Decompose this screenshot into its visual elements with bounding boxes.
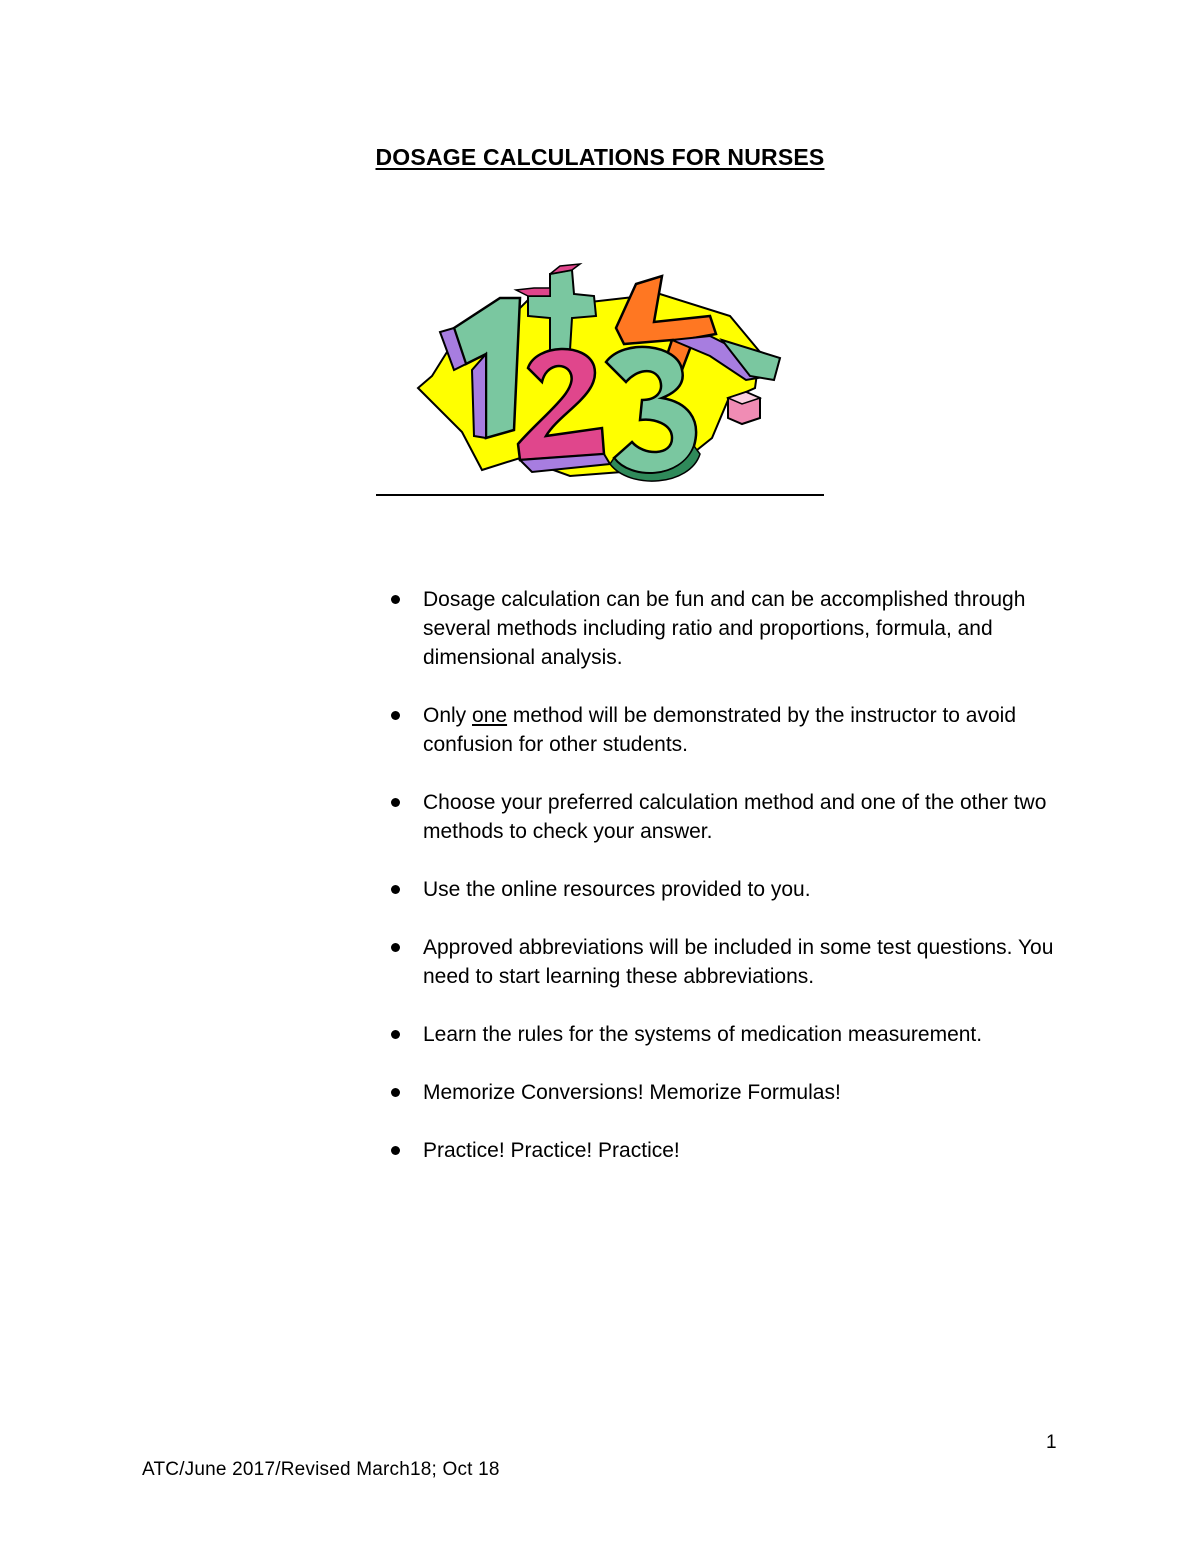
pink-cube-shape <box>728 392 760 424</box>
list-item <box>386 701 1066 759</box>
bullet-text: Practice! Practice! Practice! <box>423 1139 680 1162</box>
bullet-text-after: method will be demonstrated by the instructor to avoid confusion for other students. <box>423 704 1016 756</box>
bullet-icon <box>391 1146 400 1155</box>
bullet-text: Memorize Conversions! Memorize Formulas! <box>423 1081 841 1104</box>
list-item <box>386 585 1066 672</box>
list-item <box>386 875 1066 904</box>
numbers-clipart-icon <box>410 258 790 490</box>
bullet-icon <box>391 711 400 720</box>
list-item <box>386 1078 1066 1107</box>
bullet-text-underlined: one <box>472 704 508 727</box>
list-item <box>386 1136 1066 1165</box>
list-item <box>386 933 1066 991</box>
bullet-icon <box>391 1088 400 1097</box>
bullet-icon <box>391 798 400 807</box>
footer-revision: ATC/June 2017/Revised March18; Oct 18 <box>142 1459 500 1480</box>
bullet-icon <box>391 885 400 894</box>
guidance-bullet-list <box>386 585 1066 1194</box>
bullet-icon <box>391 943 400 952</box>
bullet-icon <box>391 1030 400 1039</box>
list-item <box>386 788 1066 846</box>
page-number: 1 <box>1046 1432 1057 1453</box>
horizontal-divider <box>376 494 824 496</box>
bullet-text: Learn the rules for the systems of medication measurement. <box>423 1023 983 1046</box>
bullet-text: Use the online resources provided to you. <box>423 878 811 901</box>
bullet-text-before: Only <box>423 704 473 727</box>
bullet-text: Dosage calculation can be fun and can be accomplished through several methods including ratio and proportions, formula, and dimensional analysis. <box>423 588 1026 669</box>
list-item <box>386 1020 1066 1049</box>
bullet-text: Approved abbreviations will be included in some test questions. You need to start learning these abbreviations. <box>423 936 1054 988</box>
bullet-text: Choose your preferred calculation method and one of the other two methods to check your answer. <box>423 791 1047 843</box>
bullet-icon <box>391 595 400 604</box>
page-title: DOSAGE CALCULATIONS FOR NURSES <box>375 144 825 170</box>
